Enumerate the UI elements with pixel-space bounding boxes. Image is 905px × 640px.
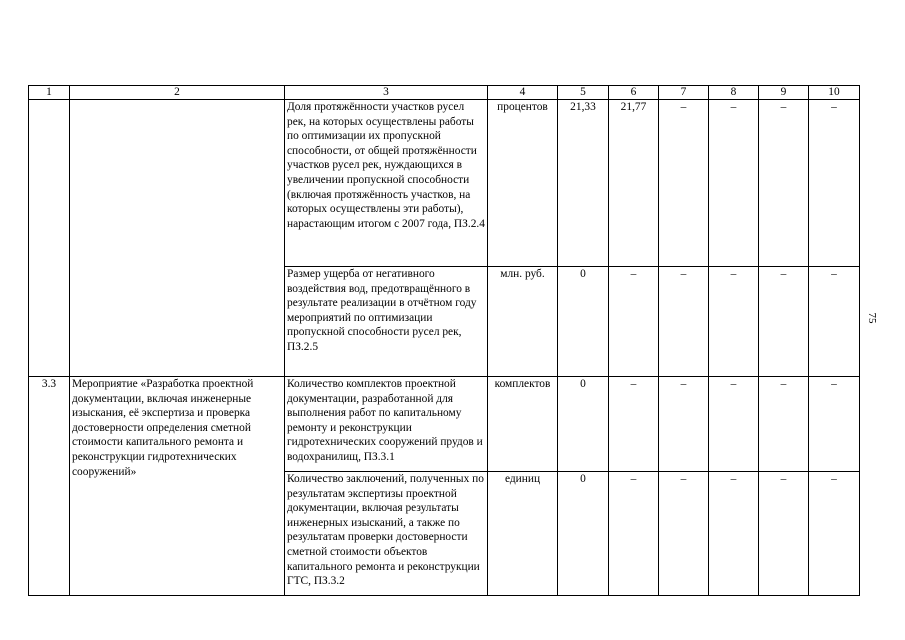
indicator-cell: Количество комплектов проектной документации, разработанной для выполнения работ по капитальному ремонту и реконструкции гидротехнических сооружений прудов и водохранилищ, ПЗ.3.1: [285, 377, 488, 472]
column-header: 2: [70, 86, 285, 100]
column-header: 1: [29, 86, 70, 100]
column-header: 7: [659, 86, 709, 100]
value-cell: –: [709, 267, 759, 377]
column-number-row: [29, 86, 860, 100]
column-header: 8: [709, 86, 759, 100]
value-cell: –: [759, 267, 809, 377]
value-cell: –: [659, 267, 709, 377]
value-cell: –: [659, 377, 709, 472]
table-row: [29, 377, 860, 472]
unit-cell: комплектов: [488, 377, 558, 472]
column-header: 9: [759, 86, 809, 100]
value-cell: –: [709, 377, 759, 472]
indicator-cell: Доля протяжённости участков русел рек, на которых осуществлены работы по оптимизации их пропускной способности, от общей протяжённости участков русел рек, нуждающихся в увеличении пропускной способности (включая протяжённость участков, на которых осуществлены эти работы), нарастающим итогом с 2007 года, ПЗ.2.4: [285, 100, 488, 267]
value-cell: –: [659, 472, 709, 596]
value-cell: –: [609, 377, 659, 472]
value-cell: –: [809, 472, 860, 596]
row-number-cell: [29, 100, 70, 377]
indicator-cell: Количество заключений, полученных по результатам экспертизы проектной документации, включая результаты инженерных изысканий, а также по результатам проверки достоверности сметной стоимости объектов капитального ремонта и реконструкции ГТС, ПЗ.3.2: [285, 472, 488, 596]
value-cell: –: [609, 267, 659, 377]
column-header: 6: [609, 86, 659, 100]
unit-cell: процентов: [488, 100, 558, 267]
value-cell: –: [759, 377, 809, 472]
value-cell: –: [609, 472, 659, 596]
unit-cell: единиц: [488, 472, 558, 596]
page-number: 75: [866, 312, 878, 324]
row-number-cell: 3.3: [29, 377, 70, 596]
event-cell: Мероприятие «Разработка проектной документации, включая инженерные изыскания, её экспертиза и проверка достоверности определения сметной стоимости капитального ремонта и реконструкции гидротехнических сооружений»: [70, 377, 285, 596]
table-row: [29, 100, 860, 267]
column-header: 5: [558, 86, 609, 100]
value-cell: –: [709, 100, 759, 267]
value-cell: 21,33: [558, 100, 609, 267]
value-cell: 0: [558, 267, 609, 377]
value-cell: –: [759, 472, 809, 596]
event-cell: [70, 100, 285, 377]
value-cell: –: [809, 100, 860, 267]
value-cell: 21,77: [609, 100, 659, 267]
column-header: 4: [488, 86, 558, 100]
indicators-table: [28, 85, 860, 596]
indicator-cell: Размер ущерба от негативного воздействия вод, предотвращённого в результате реализации в отчётном году мероприятий по оптимизации пропускной способности русел рек, ПЗ.2.5: [285, 267, 488, 377]
value-cell: –: [809, 377, 860, 472]
value-cell: –: [809, 267, 860, 377]
unit-cell: млн. руб.: [488, 267, 558, 377]
value-cell: –: [709, 472, 759, 596]
value-cell: 0: [558, 472, 609, 596]
value-cell: 0: [558, 377, 609, 472]
value-cell: –: [759, 100, 809, 267]
column-header: 3: [285, 86, 488, 100]
column-header: 10: [809, 86, 860, 100]
value-cell: –: [659, 100, 709, 267]
